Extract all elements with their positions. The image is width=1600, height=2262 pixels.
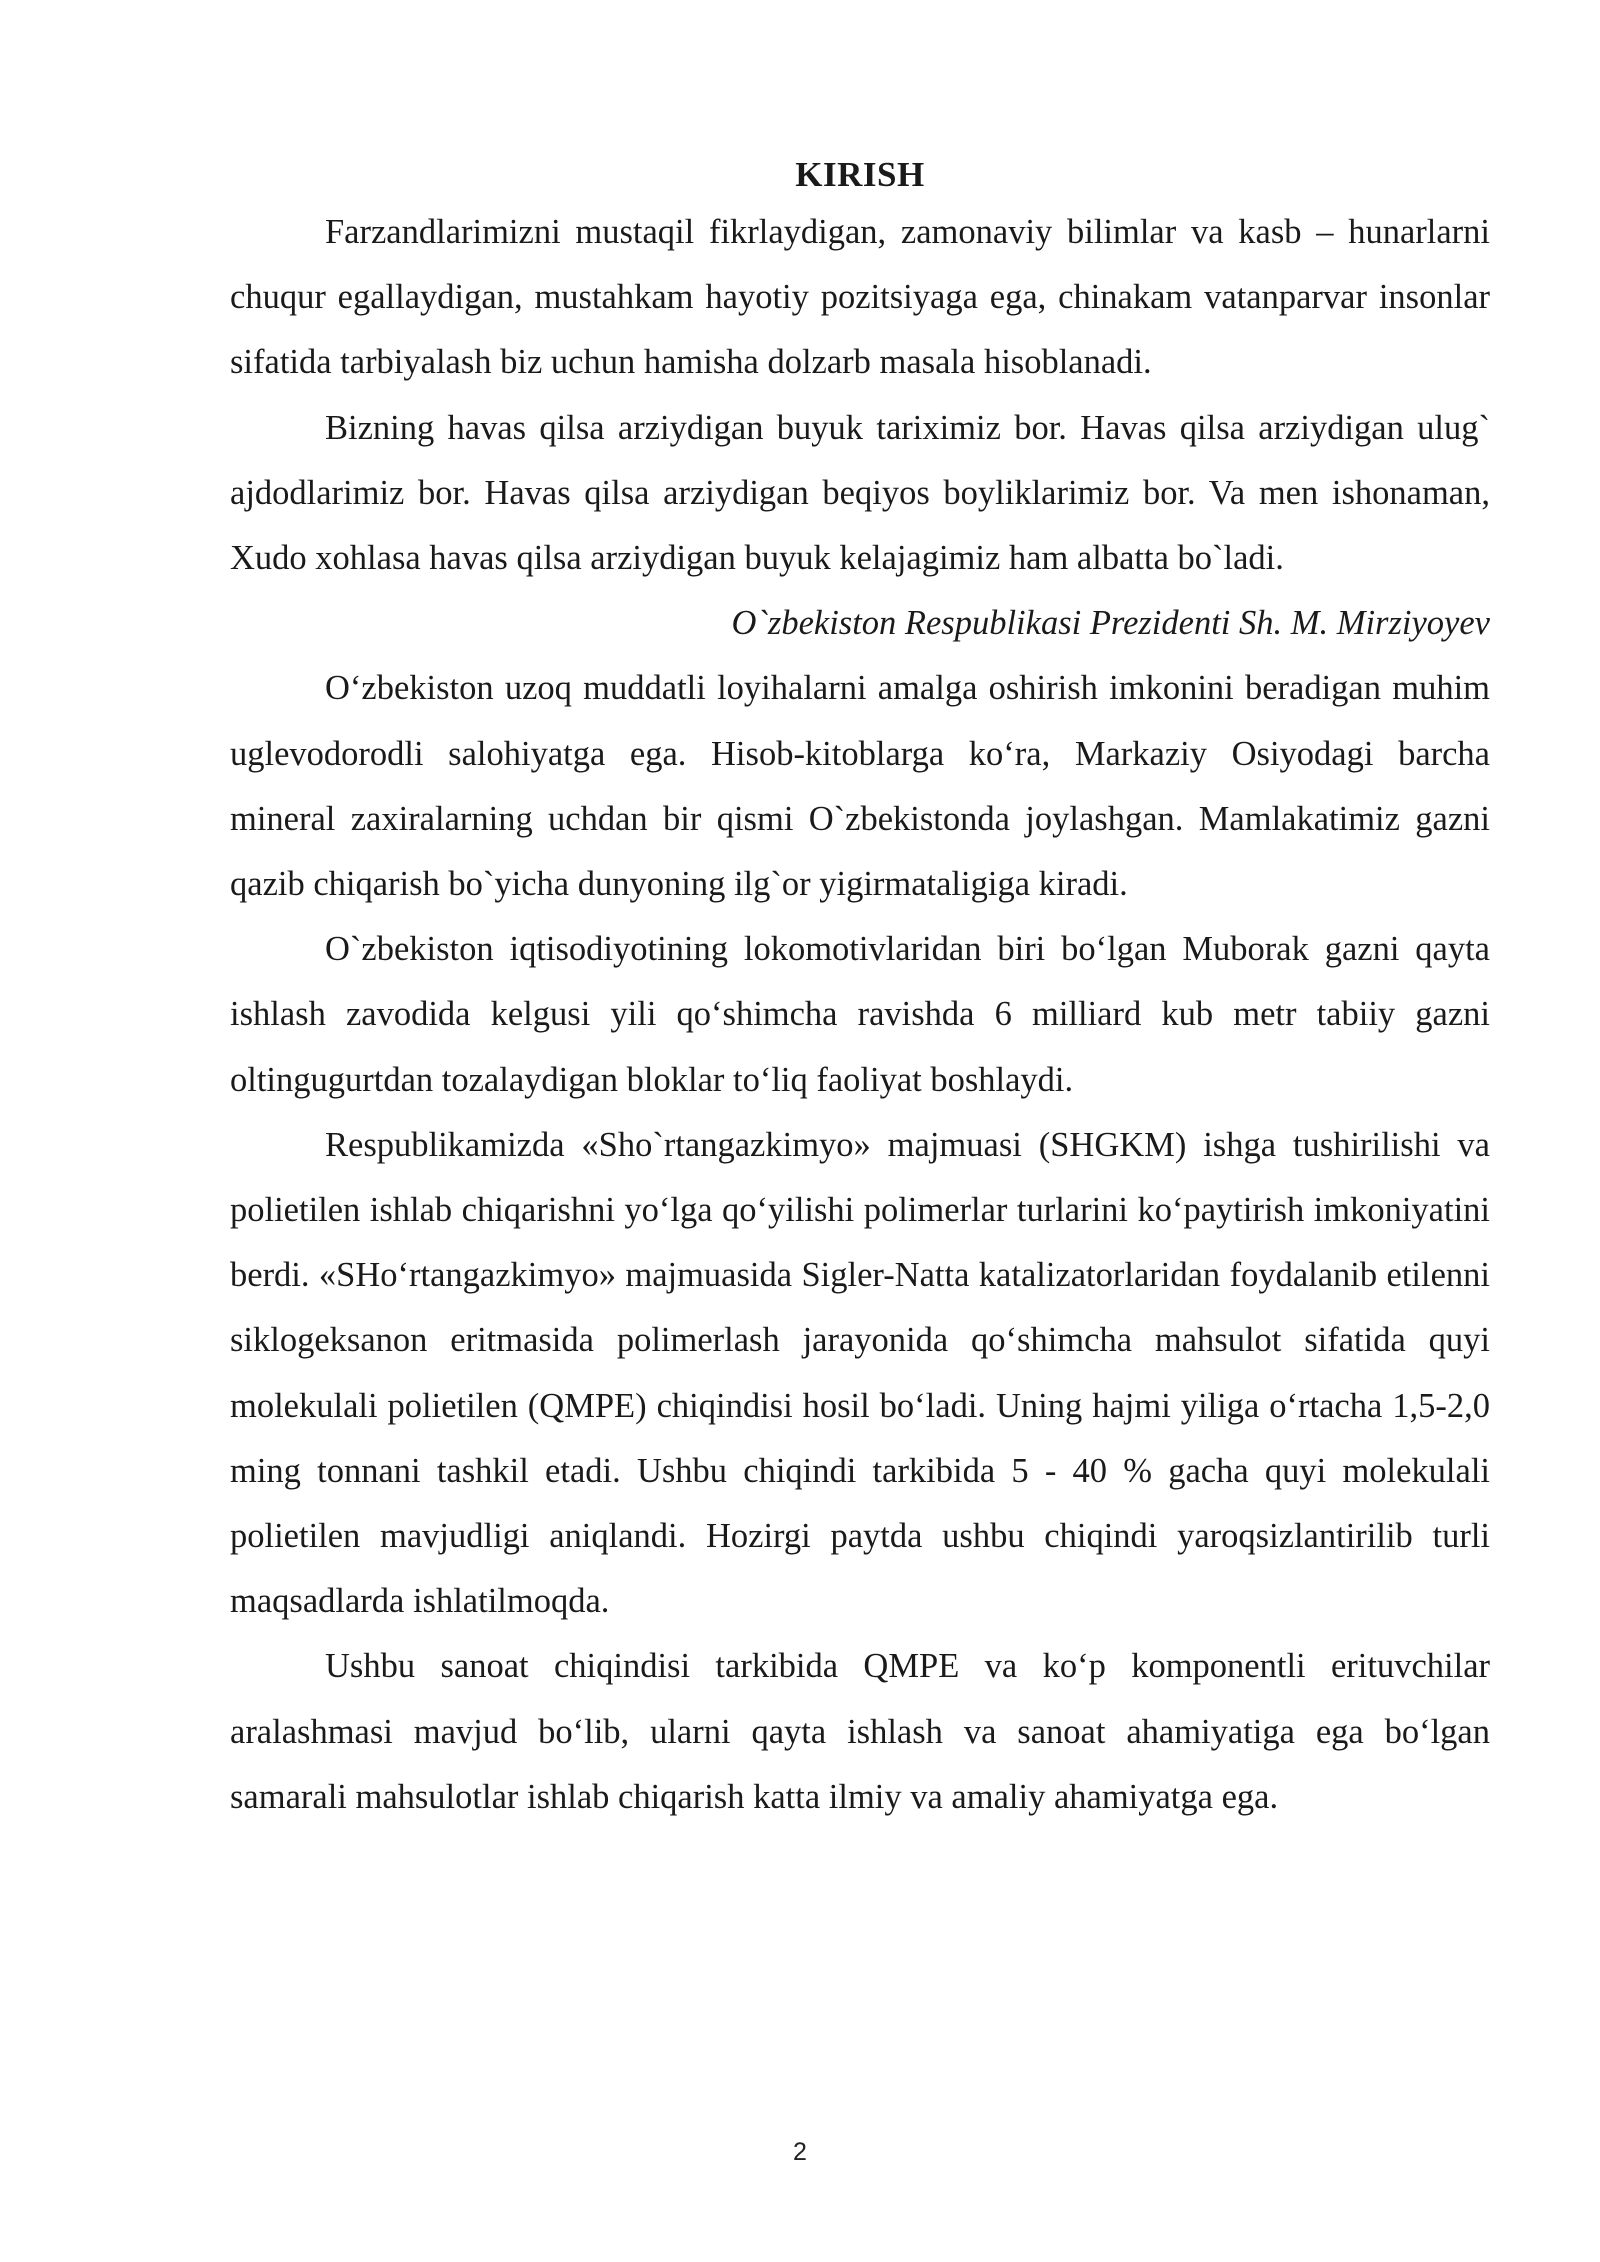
- paragraph-muborak: O`zbekiston iqtisodiyotining lokomotivlaridan biri bo‘lgan Muborak gazni qayta ishlash zavodida kelgusi yili qo‘shimcha ravishda 6 milliard kub metr tabiiy gazni oltingugurtdan tozalaydigan bloklar to‘liq faoliyat boshlaydi.: [230, 930, 1490, 1099]
- paragraph-hydrocarbon: O‘zbekiston uzoq muddatli loyihalarni amalga oshirish imkonini beradigan muhim uglevodorodli salohiyatga ega. Hisob-kitoblarga ko‘ra, Markaziy Osiyodagi barcha mineral zaxiralarning uchdan bir qismi O`zbekistonda joylashgan. Mamlakatimiz gazni qazib chiqarish bo`yicha dunyoning ilg`or yigirmataligiga kiradi.: [230, 669, 1490, 904]
- section-heading: KIRISH: [795, 155, 925, 194]
- paragraph-shgkm: Respublikamizda «Sho`rtangazkimyo» majmuasi (SHGKM) ishga tushirilishi va polietilen ishlab chiqarishni yo‘lga qo‘yilishi polimerlar turlarini ko‘paytirish imkoniyatini berdi. «SHo‘rtangazkimyo» majmuasida Sigler-Natta katalizatorlaridan foydalanib etilenni siklogeksanon eritmasida polimerlash jarayonida qo‘shimcha mahsulot sifatida quyi molekulali polietilen (QMPE) chiqindisi hosil bo‘ladi. Uning hajmi yiliga o‘rtacha 1,5-2,0 ming tonnani tashkil etadi. Ushbu chiqindi tarkibida 5 - 40 % gacha quyi molekulali polietilen mavjudligi aniqlandi. Hozirgi paytda ushbu chiqindi yaroqsizlantirilib turli maqsadlarda ishlatilmoqda.: [230, 1125, 1490, 1621]
- document-page: [230, 150, 1490, 1830]
- paragraph-intro: Farzandlarimizni mustaqil fikrlaydigan, zamonaviy bilimlar va kasb – hunarlarni chuqur egallaydigan, mustahkam hayotiy pozitsiyaga ega, chinakam vatanparvar insonlar sifatida tarbiyalash biz uchun hamisha dolzarb masala hisoblanadi.: [230, 213, 1490, 382]
- page-number: 2: [793, 2138, 807, 2166]
- quote-signature: O`zbekiston Respublikasi Prezidenti Sh. M. Mirziyoyev: [731, 604, 1490, 643]
- paragraph-waste: Ushbu sanoat chiqindisi tarkibida QMPE va ko‘p komponentli erituvchilar aralashmasi mavjud bo‘lib, ularni qayta ishlash va sanoat ahamiyatiga ega bo‘lgan samarali mahsulotlar ishlab chiqarish katta ilmiy va amaliy ahamiyatga ega.: [230, 1647, 1490, 1816]
- paragraph-quote: Bizning havas qilsa arziydigan buyuk tariximiz bor. Havas qilsa arziydigan ulug` ajdodlarimiz bor. Havas qilsa arziydigan beqiyos boyliklarimiz bor. Va men ishonaman, Xudo xohlasa havas qilsa arziydigan buyuk kelajagimiz ham albatta bo`ladi.: [230, 408, 1490, 578]
